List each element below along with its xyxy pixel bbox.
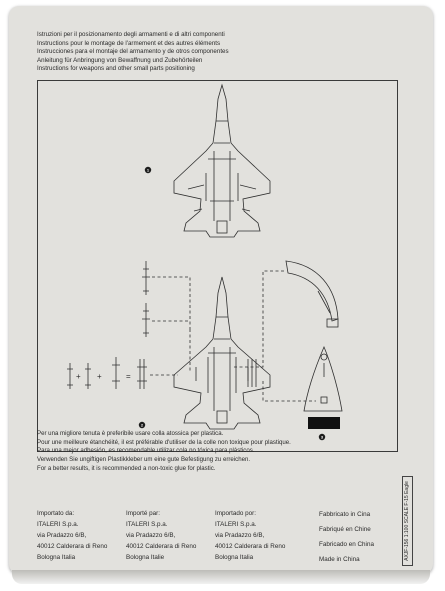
curved-part	[286, 261, 338, 327]
made-in-fr: Fabriqué en Chine	[319, 526, 371, 533]
aircraft-bottom-view	[174, 277, 270, 429]
address-street: via Pradazzo 6/B,	[126, 532, 176, 539]
plus-signs	[76, 372, 131, 381]
importer-address-fr	[126, 508, 196, 563]
made-in-en: Made in China	[319, 556, 360, 563]
address-street: via Pradazzo 6/B,	[215, 532, 265, 539]
address-region: Bologna Italie	[126, 554, 165, 561]
missile-parts	[67, 261, 256, 389]
step-marker-2-label: 2	[140, 422, 144, 428]
instructions-header	[37, 31, 229, 74]
placement-guide-lines	[150, 271, 316, 401]
address-city: 40012 Calderara di Reno	[37, 543, 108, 550]
header-line-en: Instructions for weapons and other small parts positioning	[37, 65, 195, 73]
product-code-vertical: AXJF-156 1:100 SCALE F-15 Eagle	[402, 476, 413, 566]
importer-address-es	[215, 508, 285, 563]
assembly-diagram-frame	[37, 80, 398, 452]
address-heading: Importé par:	[126, 510, 160, 517]
address-company: ITALERI S.p.a.	[37, 521, 79, 528]
address-region: Bologna Italia	[215, 554, 254, 561]
glue-line-fr: Pour une meilleure étanchéité, il est préférable d'utiliser de la colle non toxique pour plastique.	[37, 438, 291, 446]
address-company: ITALERI S.p.a.	[126, 521, 168, 528]
header-line-it: Istruzioni per il posizionamento degli armamenti e di altri componenti	[37, 31, 225, 38]
importer-address-it	[37, 508, 107, 563]
header-line-de: Anleitung für Anbringung von Bewaffnung und Zubehörteilen	[37, 56, 203, 64]
glue-line-de: Verwenden Sie ungiftigen Plastikkleber um eine gute Befestigung zu erreichen.	[37, 456, 251, 464]
svg-text:=: =	[126, 372, 131, 381]
assembly-diagram	[38, 81, 397, 451]
address-city: 40012 Calderara di Reno	[215, 543, 286, 550]
card-edge-shadow	[12, 570, 430, 584]
step-markers	[139, 167, 325, 440]
step-marker-1-label: 1	[146, 167, 150, 173]
address-company: ITALERI S.p.a.	[215, 521, 257, 528]
address-heading: Importato da:	[37, 510, 75, 517]
made-in-es: Fabricado en China	[319, 541, 374, 548]
label-plate	[308, 417, 340, 429]
made-in-it: Fabbricato in Cina	[319, 511, 371, 518]
header-line-fr: Instructions pour le montage de l'armement et des autres éléments	[37, 39, 221, 47]
aircraft-top-view	[174, 85, 270, 237]
svg-text:+: +	[97, 372, 102, 381]
made-in-block	[319, 507, 374, 567]
svg-text:+: +	[76, 372, 81, 381]
step-marker-3-label: 3	[320, 434, 324, 440]
address-street: via Pradazzo 6/B,	[37, 532, 87, 539]
glue-line-es: Para una mejor adhesión, es recomendable utilizar cola no tóxica para plásticos.	[37, 447, 255, 455]
address-region: Bologna Italia	[37, 554, 76, 561]
glue-line-it: Per una migliore tenuta è preferibile usare colla atossica per plastica.	[37, 430, 224, 437]
glue-notice	[37, 430, 291, 474]
address-city: 40012 Calderara di Reno	[126, 543, 197, 550]
address-heading: Importado por:	[215, 510, 256, 517]
header-line-es: Instrucciones para el montaje del armamento y de otros componentes	[37, 48, 229, 56]
glue-line-en: For a better results, it is recommended a non-toxic glue for plastic.	[37, 464, 216, 472]
